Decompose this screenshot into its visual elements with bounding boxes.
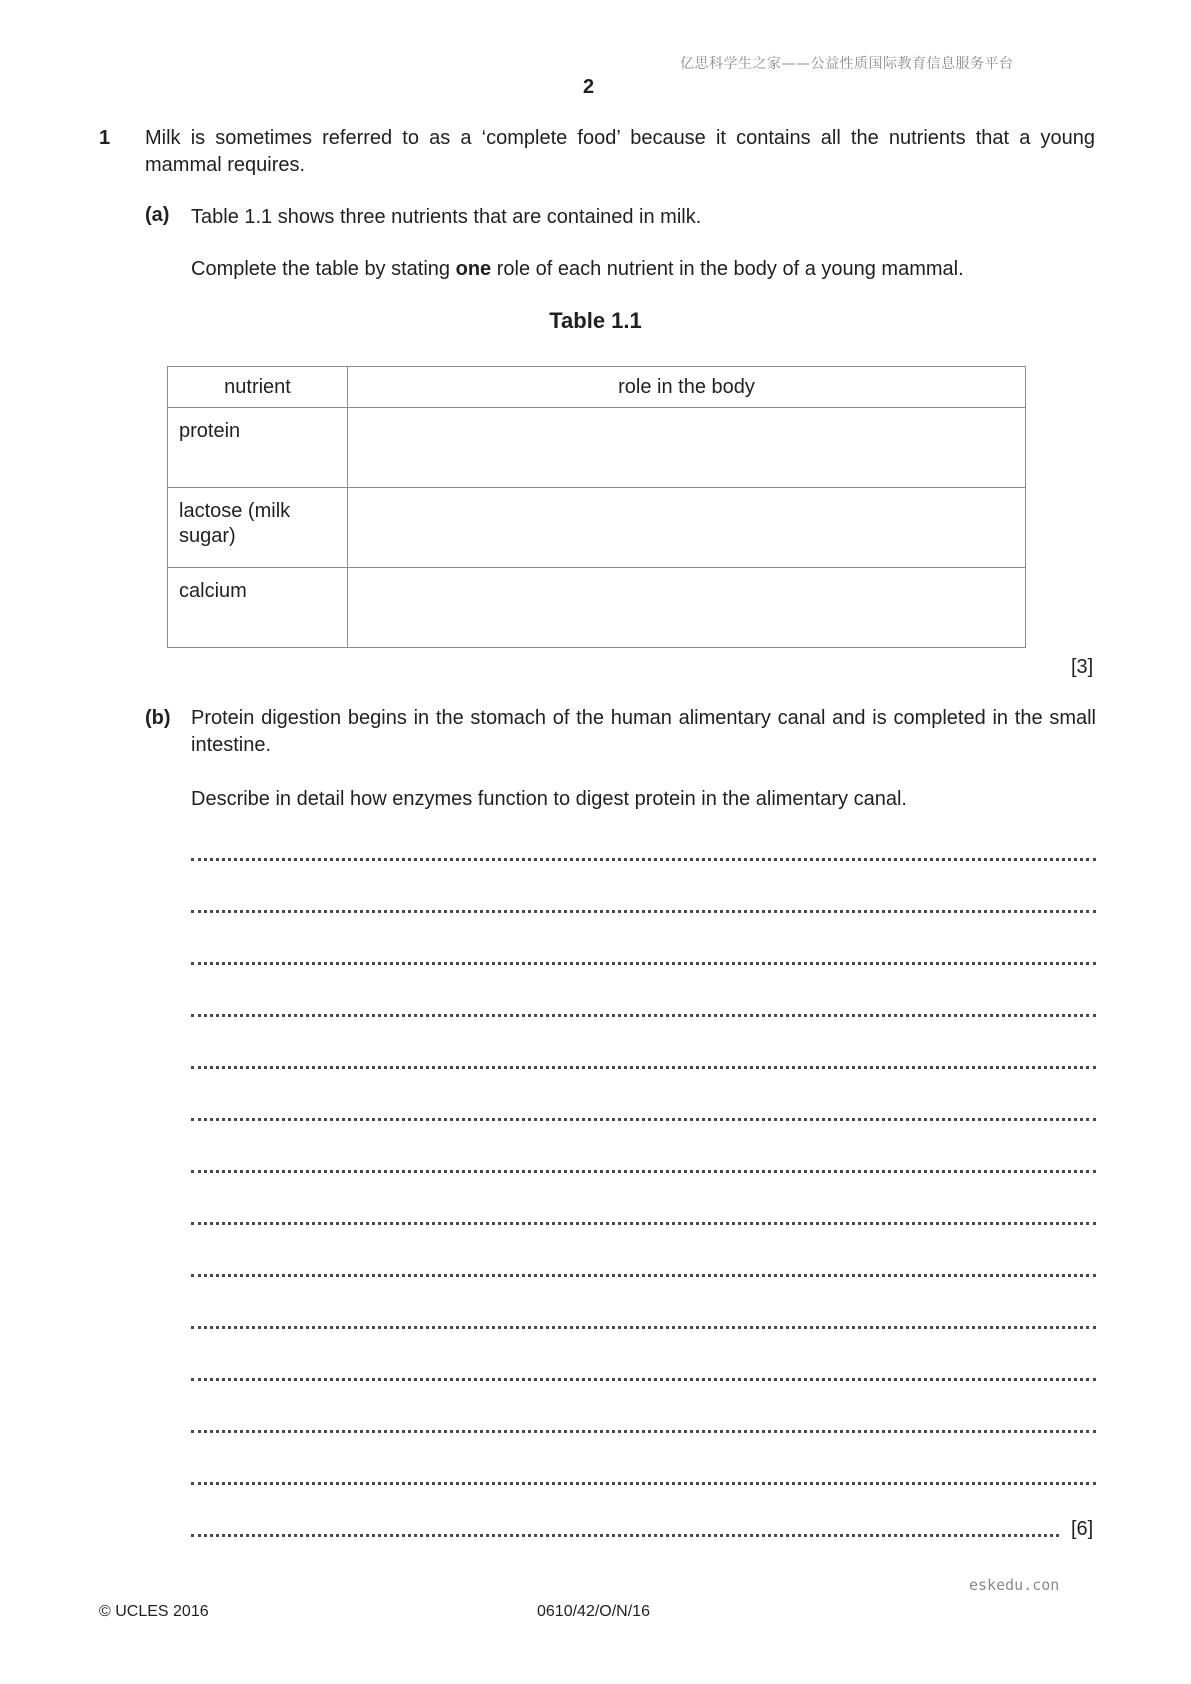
answer-line[interactable] [191,1258,1096,1277]
role-answer-cell[interactable] [348,568,1026,648]
role-answer-cell[interactable] [348,488,1026,568]
table-row [168,488,1026,568]
part-a-instruction [191,256,964,283]
part-b-marks: [6] [1071,1518,1094,1540]
copyright-notice: © UCLES 2016 [99,1603,209,1620]
nutrient-table [167,366,1026,648]
answer-line[interactable] [191,1050,1096,1069]
role-answer-cell[interactable] [348,408,1026,488]
part-a-label: (a) [145,204,170,226]
answer-line[interactable] [191,1362,1096,1381]
nutrient-cell: protein [168,408,348,488]
answer-line[interactable] [191,1206,1096,1225]
part-b-text: Protein digestion begins in the stomach of the human alimentary canal and is completed in the small intestine. [191,707,1096,756]
question-intro: Milk is sometimes referred to as a ‘complete food’ because it contains all the nutrients that a young mammal requires. [145,127,1095,176]
instruction-emphasis: one [455,258,492,280]
table-row [168,568,1026,648]
paper-code: 0610/42/O/N/16 [537,1603,650,1620]
part-a-marks: [3] [1071,656,1094,678]
part-b-instruction: Describe in detail how enzymes function to digest protein in the alimentary canal. [191,788,907,810]
column-header-nutrient: nutrient [168,367,348,408]
question-number: 1 [99,127,111,149]
footer-watermark: eskedu.con [969,1576,1060,1594]
answer-line[interactable] [191,1414,1096,1433]
header-watermark: 亿思科学生之家——公益性质国际教育信息服务平台 [680,56,1014,72]
answer-line[interactable] [191,1466,1096,1485]
table-header-row [168,367,1026,408]
answer-line[interactable] [191,1518,1059,1537]
answer-line[interactable] [191,1310,1096,1329]
answer-line[interactable] [191,998,1096,1017]
instruction-text-after: role of each nutrient in the body of a young mammal. [491,258,964,280]
table-caption: Table 1.1 [549,308,642,333]
nutrient-cell: calcium [168,568,348,648]
part-a-text: Table 1.1 shows three nutrients that are contained in milk. [191,206,702,228]
part-b-label: (b) [145,707,171,729]
instruction-text-before: Complete the table by stating [191,258,456,280]
table-row [168,408,1026,488]
nutrient-cell: lactose (milk sugar) [168,488,348,568]
answer-line[interactable] [191,894,1096,913]
answer-line[interactable] [191,1102,1096,1121]
answer-line[interactable] [191,842,1096,861]
page-number: 2 [583,76,595,98]
column-header-role: role in the body [348,367,1026,408]
answer-line[interactable] [191,946,1096,965]
answer-line[interactable] [191,1154,1096,1173]
